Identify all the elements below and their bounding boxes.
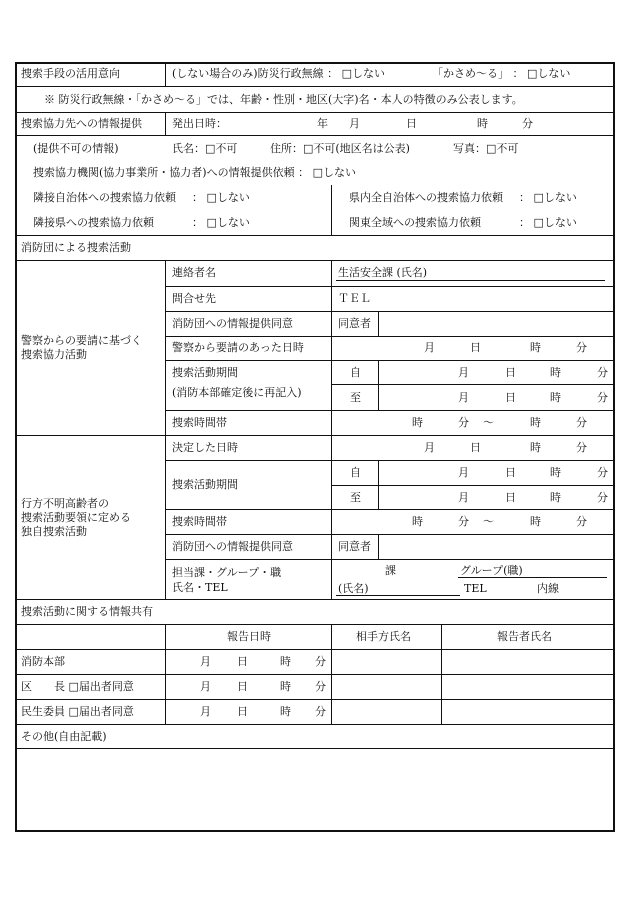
- unit-hour: 時: [550, 491, 561, 504]
- rule: [165, 62, 166, 86]
- rule: [331, 485, 615, 486]
- rule: [15, 235, 615, 236]
- unit-day: 日: [505, 491, 516, 504]
- rule: [15, 674, 615, 675]
- pref-all-checkbox[interactable]: ： □しない: [519, 191, 577, 204]
- unit-minute: 分: [315, 680, 326, 693]
- departure-label: 発出日時：: [172, 117, 227, 130]
- rule: [378, 360, 379, 410]
- rule: [15, 260, 615, 261]
- unit-month: 月: [200, 680, 211, 693]
- unit-day: 日: [505, 391, 516, 404]
- unit-hour: 時: [280, 680, 291, 693]
- neighbor-pref-checkbox[interactable]: ： □しない: [192, 216, 250, 229]
- elderly-hours-label: 捜索時間帯: [172, 515, 227, 528]
- unit-hour: 時: [530, 341, 541, 354]
- rule: [15, 435, 615, 436]
- unit-month: 月: [458, 491, 469, 504]
- rule: [378, 534, 379, 559]
- rule: [331, 185, 332, 235]
- pref-all-label: 県内全自治体への捜索協力依頼: [349, 191, 503, 204]
- tilde: ～: [483, 416, 494, 429]
- unit-hour: 時: [550, 391, 561, 404]
- rule: [378, 311, 379, 336]
- unit-day: 日: [237, 680, 248, 693]
- naisen-label: 内線: [537, 582, 559, 595]
- unit-minute: 分: [576, 341, 587, 354]
- rule: [165, 410, 615, 411]
- rule: [15, 624, 615, 625]
- unit-minute: 分: [597, 391, 608, 404]
- unit-month: 月: [424, 441, 435, 454]
- rule: [15, 699, 615, 700]
- no-provide-label: (提供不可の情報): [33, 142, 119, 155]
- unit-minute: 分: [576, 515, 587, 528]
- group-label: グループ(職): [460, 564, 523, 577]
- staff-name-underline: [336, 595, 460, 596]
- staff-label-line2: 氏名・TEL: [172, 581, 228, 594]
- police-consent-label: 消防団への情報提供同意: [172, 317, 293, 330]
- rule: [15, 112, 615, 113]
- rule: [165, 534, 615, 535]
- unit-minute: 分: [597, 366, 608, 379]
- elderly-consent-label: 消防団への情報提供同意: [172, 540, 293, 553]
- unit-hour: 時: [477, 117, 488, 130]
- unit-hour: 時: [530, 416, 541, 429]
- from-label: 自: [350, 366, 361, 379]
- rule: [15, 724, 615, 725]
- rule: [15, 135, 615, 136]
- agency-request-checkbox[interactable]: 捜索協力機関(協力事業所・協力者)への情報提供依頼 ： □しない: [33, 166, 356, 179]
- address-not-allowed-checkbox[interactable]: 住所：□不可(地区名は公表): [270, 142, 410, 155]
- unit-hour: 時: [550, 366, 561, 379]
- rule: [331, 384, 615, 385]
- to-label: 至: [350, 491, 361, 504]
- share-row-label[interactable]: 民生委員 □届出者同意: [21, 705, 134, 718]
- sharing-title: 捜索活動に関する情報共有: [21, 605, 153, 618]
- rule: [165, 624, 166, 724]
- elderly-period-label: 捜索活動期間: [172, 478, 238, 491]
- unit-hour: 時: [280, 705, 291, 718]
- rule: [15, 748, 615, 749]
- staff-tel-label: TEL: [464, 582, 487, 595]
- request-date-label: 警察から要請のあった日時: [172, 341, 304, 354]
- neighbor-muni-checkbox[interactable]: ： □しない: [192, 191, 250, 204]
- unit-hour: 時: [412, 416, 423, 429]
- rule: [15, 649, 615, 650]
- rule: [15, 599, 615, 600]
- police-consenter-label: 同意者: [338, 317, 371, 330]
- unit-month: 月: [458, 391, 469, 404]
- elderly-label-line2: 捜索活動要領に定める: [21, 511, 131, 524]
- inquiry-label: 問合せ先: [172, 292, 216, 305]
- unit-month: 月: [200, 705, 211, 718]
- rule: [331, 260, 332, 599]
- unit-minute: 分: [315, 655, 326, 668]
- to-label: 至: [350, 391, 361, 404]
- name-not-allowed-checkbox[interactable]: 氏名：□不可: [172, 142, 238, 155]
- group-underline: [458, 577, 607, 578]
- unit-minute: 分: [576, 416, 587, 429]
- rule: [165, 460, 615, 461]
- info-provision-label: 捜索協力先への情報提供: [21, 117, 142, 130]
- unit-hour: 時: [550, 466, 561, 479]
- rule: [441, 624, 442, 724]
- unit-hour: 時: [530, 515, 541, 528]
- inquiry-value: ＴＥＬ: [338, 292, 371, 305]
- unit-day: 日: [470, 341, 481, 354]
- from-label: 自: [350, 466, 361, 479]
- unit-day: 日: [237, 705, 248, 718]
- police-label-line2: 捜索協力活動: [21, 348, 87, 361]
- header-report-datetime: 報告日時: [227, 630, 271, 643]
- contact-label: 連絡者名: [172, 266, 216, 279]
- header-reporter: 報告者氏名: [497, 630, 552, 643]
- unit-day: 日: [505, 366, 516, 379]
- elderly-label-line1: 行方不明高齢者の: [21, 497, 109, 510]
- elderly-label-line3: 独自捜索活動: [21, 525, 87, 538]
- rule: [15, 86, 615, 87]
- kasameru-checkbox[interactable]: 「かさめ～る」 ： □しない: [432, 67, 571, 80]
- rule: [331, 624, 332, 724]
- ka-label: 課: [385, 564, 396, 577]
- unit-minute: 分: [522, 117, 533, 130]
- decided-date-label: 決定した日時: [172, 441, 238, 454]
- contact-underline: [336, 280, 605, 281]
- unit-month: 月: [200, 655, 211, 668]
- police-period-label: 捜索活動期間: [172, 366, 238, 379]
- unit-month: 月: [458, 366, 469, 379]
- publication-note: ※ 防災行政無線・「かさめ～る」では、年齢・性別・地区(大字)名・本人の特徴のみ公表します。: [44, 93, 523, 106]
- rule: [378, 460, 379, 509]
- unit-year: 年: [317, 117, 328, 130]
- rule: [165, 112, 166, 135]
- rule: [165, 260, 166, 599]
- unit-minute: 分: [597, 491, 608, 504]
- staff-name-label: (氏名): [338, 582, 369, 595]
- unit-minute: 分: [597, 466, 608, 479]
- police-period-note: (消防本部確定後に再記入): [172, 386, 302, 399]
- photo-not-allowed-checkbox[interactable]: 写真：□不可: [453, 142, 519, 155]
- other-label: その他(自由記載): [21, 730, 107, 743]
- neighbor-pref-label: 隣接県への捜索協力依頼: [33, 216, 154, 229]
- rule: [165, 360, 615, 361]
- unit-hour: 時: [280, 655, 291, 668]
- unit-month: 月: [458, 466, 469, 479]
- rule: [165, 336, 615, 337]
- fire-brigade-title: 消防団による捜索活動: [21, 241, 131, 254]
- staff-label-line1: 担当課・グループ・職: [172, 566, 282, 579]
- rule: [165, 559, 615, 560]
- unit-minute: 分: [458, 515, 469, 528]
- unit-month: 月: [349, 117, 360, 130]
- unit-day: 日: [406, 117, 417, 130]
- unit-day: 日: [237, 655, 248, 668]
- unit-minute: 分: [576, 441, 587, 454]
- unit-hour: 時: [412, 515, 423, 528]
- unit-minute: 分: [315, 705, 326, 718]
- unit-day: 日: [470, 441, 481, 454]
- elderly-consenter-label: 同意者: [338, 540, 371, 553]
- search-means-label: 捜索手段の活用意向: [21, 67, 120, 80]
- unit-minute: 分: [458, 416, 469, 429]
- share-row-label: 消防本部: [21, 655, 65, 668]
- rule: [165, 311, 615, 312]
- header-counterpart: 相手方氏名: [356, 630, 411, 643]
- bousai-musen-checkbox[interactable]: (しない場合のみ)防災行政無線 ： □しない: [172, 67, 385, 80]
- unit-day: 日: [505, 466, 516, 479]
- contact-value: 生活安全課 (氏名): [338, 266, 428, 279]
- tilde: ～: [483, 515, 494, 528]
- police-label-line1: 警察からの要請に基づく: [21, 334, 142, 347]
- rule: [165, 509, 615, 510]
- rule: [165, 286, 615, 287]
- unit-hour: 時: [530, 441, 541, 454]
- neighbor-muni-label: 隣接自治体への捜索協力依頼: [33, 191, 176, 204]
- kanto-label: 関東全域への捜索協力依頼: [349, 216, 481, 229]
- share-row-label[interactable]: 区 長 □届出者同意: [21, 680, 134, 693]
- kanto-checkbox[interactable]: ： □しない: [519, 216, 577, 229]
- unit-month: 月: [424, 341, 435, 354]
- police-hours-label: 捜索時間帯: [172, 416, 227, 429]
